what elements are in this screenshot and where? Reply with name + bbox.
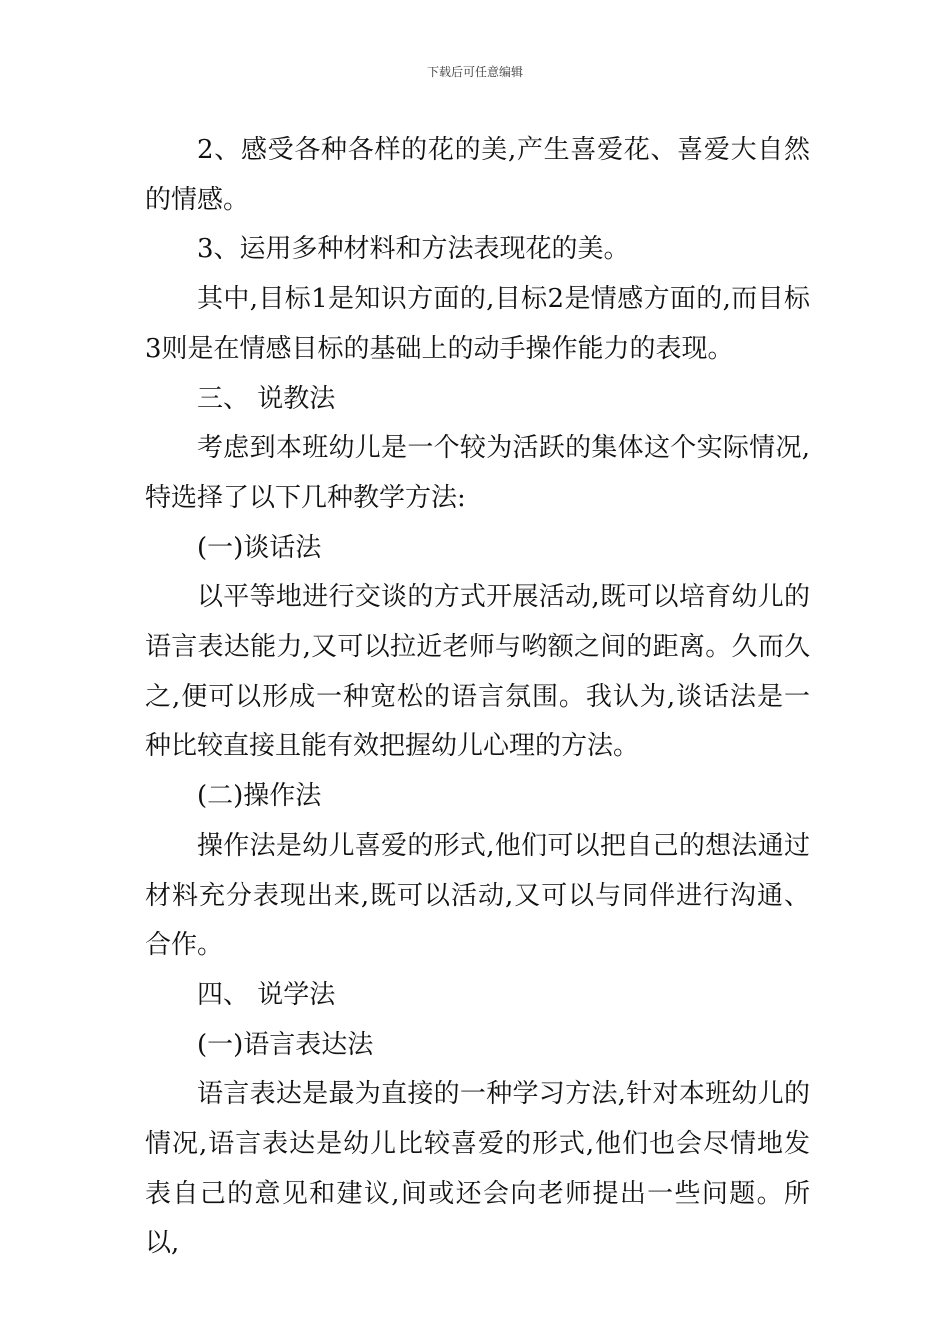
conversation-method-paragraph: 以平等地进行交谈的方式开展活动,既可以培育幼儿的语言表达能力,又可以拉近老师与哟额之间的距离。久而久之,便可以形成一种宽松的语言氛围。我认为,谈话法是一种比较直接且能有效把握幼儿心理的方法。 xyxy=(145,582,810,762)
page-header: 下载后可任意编辑 xyxy=(426,65,523,79)
section-heading-learning-methods: 四、 说学法 xyxy=(197,979,336,1010)
goal-3-paragraph: 3、运用多种材料和方法表现花的美。 xyxy=(197,234,630,265)
operation-method-paragraph: 操作法是幼儿喜爱的形式,他们可以把自己的想法通过材料充分表现出来,既可以活动,又可以与同伴进行沟通、合作。 xyxy=(145,830,810,961)
subheading-operation-method: (二)操作法 xyxy=(197,781,322,812)
subheading-language-expression-method: (一)语言表达法 xyxy=(197,1029,374,1060)
language-expression-paragraph: 语言表达是最为直接的一种学习方法,针对本班幼儿的情况,语言表达是幼儿比较喜爱的形式,他们也会尽情地发表自己的意见和建议,间或还会向老师提出一些问题。所以, xyxy=(145,1079,810,1259)
section-heading-teaching-methods: 三、 说教法 xyxy=(197,383,336,414)
goals-summary-paragraph: 其中,目标1是知识方面的,目标2是情感方面的,而目标3则是在情感目标的基础上的动手操作能力的表现。 xyxy=(145,284,810,364)
subheading-conversation-method: (一)谈话法 xyxy=(197,532,322,563)
document-body xyxy=(145,126,810,1269)
teaching-methods-intro-paragraph: 考虑到本班幼儿是一个较为活跃的集体这个实际情况,特选择了以下几种教学方法: xyxy=(145,433,810,513)
goal-2-paragraph: 2、感受各种各样的花的美,产生喜爱花、喜爱大自然的情感。 xyxy=(145,135,810,215)
